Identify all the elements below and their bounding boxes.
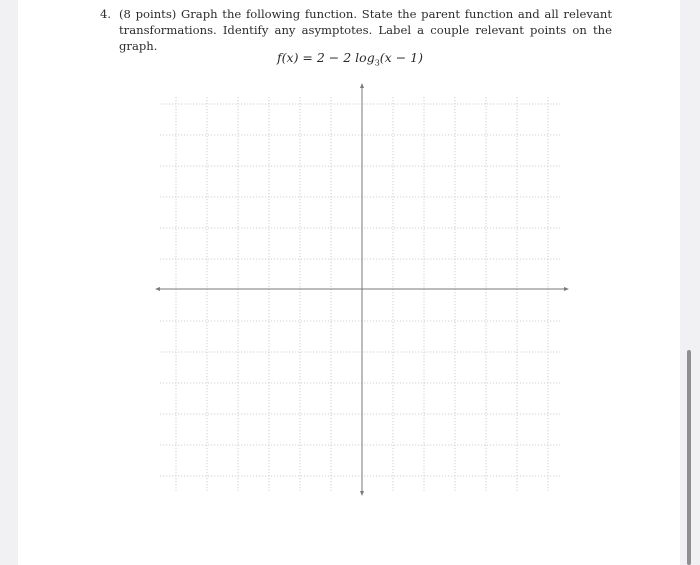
x-axis-left-arrow [155,287,160,291]
y-axis-bottom-arrow [360,491,364,496]
problem-text: (8 points) Graph the following function. State the parent function and all relevant transformations. Identify any asymptotes. Label a couple relevant points on the graph. [119,7,612,53]
formula-lhs: f(x) = 2 − 2 log [277,50,375,65]
formula-rhs: (x − 1) [379,50,423,65]
problem-number: 4. [100,7,112,21]
x-axis-right-arrow [564,287,569,291]
scrollbar-thumb[interactable] [687,350,691,565]
formula-log-base: 3 [374,58,380,68]
y-axis-top-arrow [360,83,364,88]
axes [155,83,569,496]
grid-lines [160,97,562,491]
